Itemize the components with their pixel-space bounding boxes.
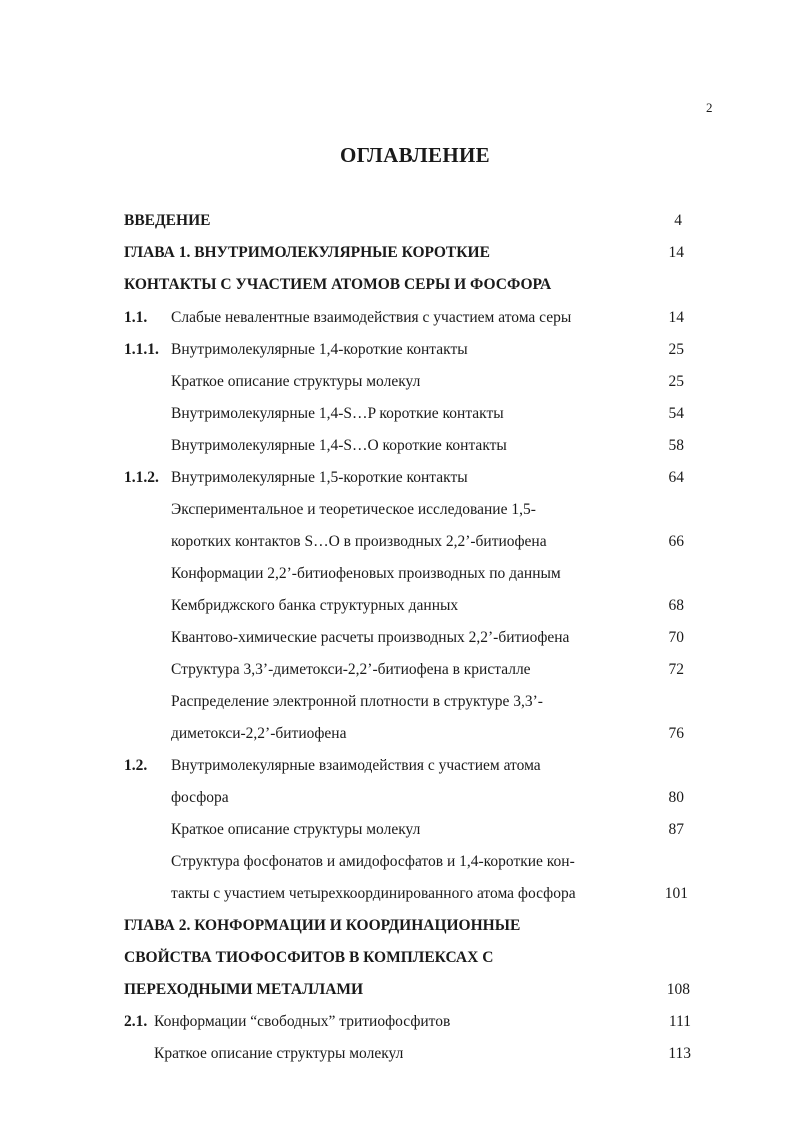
toc-entry-subsection-cont: такты с участием четырехкоординированного атома фосфора — [171, 885, 576, 902]
toc-entry-section-1-1: 1.1. Слабые невалентные взаимодействия с участием атома серы — [124, 309, 572, 326]
toc-entry-subsection: Внутримолекулярные 1,4-S…P короткие контакты — [171, 405, 504, 422]
toc-entry-subsection: Краткое описание структуры молекул — [154, 1045, 404, 1062]
toc-entry-section-2-1: 2.1. Конформации “свободных” тритиофосфитов — [124, 1013, 451, 1030]
toc-entry-subsection: Краткое описание структуры молекул — [171, 821, 421, 838]
toc-page-number: 54 — [668, 405, 684, 422]
toc-page-number: 64 — [668, 469, 684, 486]
toc-entry-chapter-1-cont: КОНТАКТЫ С УЧАСТИЕМ АТОМОВ СЕРЫ И ФОСФОРА — [124, 276, 552, 293]
toc-entry-subsection: Краткое описание структуры молекул — [171, 373, 421, 390]
page-title: ОГЛАВЛЕНИЕ — [340, 143, 490, 167]
toc-entry-section-1-2: 1.2. Внутримолекулярные взаимодействия с участием атома — [124, 757, 541, 774]
toc-page-number: 101 — [664, 885, 688, 902]
toc-page-number: 108 — [666, 981, 690, 998]
toc-page-number: 87 — [668, 821, 684, 838]
toc-entry-subsection: Квантово-химические расчеты производных 2,2’-битиофена — [171, 629, 570, 646]
toc-entry-chapter-2: ГЛАВА 2. КОНФОРМАЦИИ И КООРДИНАЦИОННЫЕ — [124, 917, 521, 934]
toc-entry-subsection: Экспериментальное и теоретическое исследование 1,5- — [171, 501, 536, 518]
toc-entry-subsection: Структура фосфонатов и амидофосфатов и 1,4-короткие кон- — [171, 853, 575, 870]
toc-page-number: 25 — [668, 373, 684, 390]
toc-page-number: 80 — [668, 789, 684, 806]
toc-page-number: 66 — [668, 533, 684, 550]
toc-entry-subsection: Структура 3,3’-диметокси-2,2’-битиофена в кристалле — [171, 661, 531, 678]
toc-page-number: 14 — [668, 244, 684, 261]
toc-page-number: 25 — [668, 341, 684, 358]
toc-entry-section-1-1-2: 1.1.2. Внутримолекулярные 1,5-короткие контакты — [124, 469, 468, 486]
toc-entry-section-1-2-cont: фосфора — [171, 789, 229, 806]
toc-entry-section-1-1-1: 1.1.1. Внутримолекулярные 1,4-короткие контакты — [124, 341, 468, 358]
toc-entry-subsection: Конформации 2,2’-битиофеновых производных по данным — [171, 565, 561, 582]
toc-entry-subsection: Внутримолекулярные 1,4-S…O короткие контакты — [171, 437, 507, 454]
toc-page-number: 76 — [668, 725, 684, 742]
toc-entry-subsection-cont: Кембриджского банка структурных данных — [171, 597, 459, 614]
toc-page-number: 58 — [668, 437, 684, 454]
toc-entry-subsection-cont: коротких контактов S…O в производных 2,2’-битиофена — [171, 533, 547, 550]
toc-entry-chapter-2-cont: ПЕРЕХОДНЫМИ МЕТАЛЛАМИ — [124, 981, 364, 998]
toc-entry-chapter-2-cont: СВОЙСТВА ТИОФОСФИТОВ В КОМПЛЕКСАХ С — [124, 949, 494, 966]
toc-page-number: 111 — [668, 1013, 691, 1030]
toc-entry-introduction: ВВЕДЕНИЕ — [124, 212, 211, 229]
toc-page-number: 72 — [668, 661, 684, 678]
toc-entry-subsection-cont: диметокси-2,2’-битиофена — [171, 725, 347, 742]
toc-entry-subsection: Распределение электронной плотности в структуре 3,3’- — [171, 693, 543, 710]
toc-page-number: 113 — [668, 1045, 691, 1062]
toc-entry-chapter-1: ГЛАВА 1. ВНУТРИМОЛЕКУЛЯРНЫЕ КОРОТКИЕ — [124, 244, 490, 261]
toc-page-number: 68 — [668, 597, 684, 614]
page-number: 2 — [706, 100, 713, 115]
toc-page-number: 70 — [668, 629, 684, 646]
toc-page-number: 14 — [668, 309, 684, 326]
toc-page-number: 4 — [674, 212, 682, 229]
